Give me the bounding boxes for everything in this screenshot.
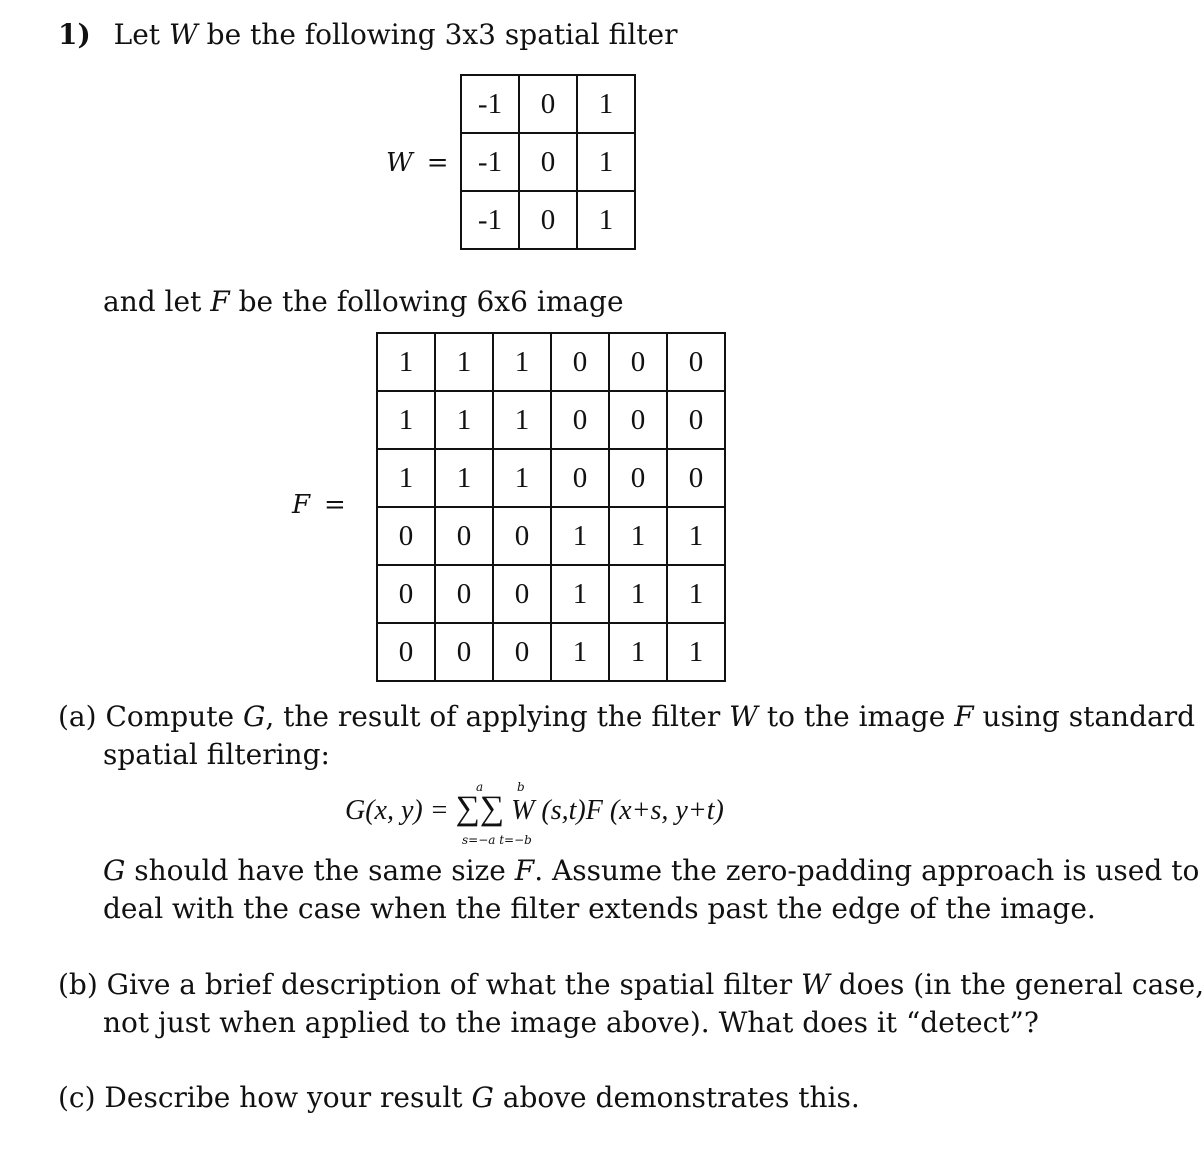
f-cell: 0 [435,623,493,681]
f-row [377,507,725,565]
f-cell: 1 [609,565,667,623]
w-cell: -1 [461,191,519,249]
w-cell: 0 [519,75,577,133]
part-a-text [58,698,1195,774]
part-c-pre: (c) Describe how your result [58,1081,463,1114]
f-cell: 0 [667,391,725,449]
part-a-after-var-g: G [103,854,126,887]
f-cell: 0 [667,333,725,391]
intro-post: be the following 3x3 spatial filter [206,18,678,51]
part-c-var-g: G [471,1081,494,1114]
f-label-equals: = [324,490,346,520]
part-a-after-2: . Assume the zero-padding approach is used to [534,854,1200,887]
w-cell: 1 [577,133,635,191]
formula-rhs: W (s,t)F (x+s, y+t) [511,795,724,826]
part-a-mid: , the result of applying the filter [265,700,721,733]
f-cell: 0 [609,333,667,391]
part-b-pre: (b) Give a brief description of what the spatial filter [58,968,793,1001]
f-intro-post: be the following 6x6 image [238,285,624,318]
w-cell: 1 [577,191,635,249]
part-a-after-var-f: F [514,854,535,887]
f-cell: 0 [493,623,551,681]
f-cell: 0 [609,449,667,507]
w-cell: 0 [519,133,577,191]
f-cell: 1 [551,565,609,623]
part-a-post: using standard [982,700,1196,733]
part-a-var-w: W [729,700,758,733]
f-cell: 0 [551,333,609,391]
w-cell: 0 [519,191,577,249]
question-number: 1) [58,18,91,51]
part-c-text [58,1079,860,1117]
part-a-mid2: to the image [766,700,946,733]
f-row [377,449,725,507]
part-a-after [103,852,1199,928]
f-cell: 1 [493,449,551,507]
f-cell: 1 [667,507,725,565]
f-matrix-label [292,490,346,520]
f-cell: 0 [493,565,551,623]
formula-sigma: ∑∑ [455,790,505,827]
formula-lower: s=−a t=−b [462,833,532,847]
f-cell: 0 [377,565,435,623]
f-cell: 0 [609,391,667,449]
f-row [377,623,725,681]
intro-var-w: W [168,18,198,51]
w-row [461,133,635,191]
f-cell: 1 [493,333,551,391]
part-a-pre: (a) Compute [58,700,235,733]
question-heading [58,18,677,51]
w-row [461,75,635,133]
w-label-var: W [386,148,413,178]
f-cell: 0 [435,565,493,623]
part-a-after-line2: deal with the case when the filter extends past the edge of the image. [103,892,1096,925]
part-a-line2: spatial filtering: [103,738,330,771]
f-row [377,333,725,391]
part-b-var-w: W [801,968,830,1001]
intro-pre: Let [113,18,161,51]
f-cell: 1 [435,333,493,391]
f-row [377,565,725,623]
part-a-after-1: should have the same size [134,854,506,887]
f-intro-pre: and let [103,285,202,318]
f-cell: 0 [377,507,435,565]
w-matrix-label [386,148,449,178]
f-cell: 1 [609,623,667,681]
part-b-post: does (in the general case, [838,968,1204,1001]
formula-upper-a: a [476,780,484,794]
f-cell: 1 [435,391,493,449]
f-cell: 0 [377,623,435,681]
f-cell: 1 [551,507,609,565]
f-cell: 1 [493,391,551,449]
w-row [461,191,635,249]
f-cell: 1 [667,565,725,623]
f-intro [103,283,624,321]
part-c-post: above demonstrates this. [502,1081,860,1114]
formula-upper-b: b [517,780,525,794]
part-b-text [58,966,1204,1042]
f-cell: 1 [435,449,493,507]
f-cell: 1 [551,623,609,681]
w-cell: 1 [577,75,635,133]
f-cell: 1 [377,449,435,507]
formula-lhs: G(x, y) = [345,795,449,826]
filter-w-matrix [460,74,636,250]
part-b-line2: not just when applied to the image above). What does it “detect”? [103,1006,1039,1039]
formula [345,776,805,846]
w-label-equals: = [426,148,449,178]
f-cell: 1 [667,623,725,681]
f-cell: 1 [377,391,435,449]
f-cell: 0 [667,449,725,507]
part-a-var-f: F [954,700,974,733]
image-f-matrix [376,332,726,682]
f-intro-var: F [210,285,230,318]
f-cell: 1 [609,507,667,565]
f-cell: 0 [551,449,609,507]
f-cell: 0 [435,507,493,565]
f-label-var: F [292,490,311,520]
w-cell: -1 [461,133,519,191]
f-cell: 0 [493,507,551,565]
f-cell: 0 [551,391,609,449]
f-cell: 1 [377,333,435,391]
part-a-var-g: G [242,700,266,733]
w-cell: -1 [461,75,519,133]
f-row [377,391,725,449]
